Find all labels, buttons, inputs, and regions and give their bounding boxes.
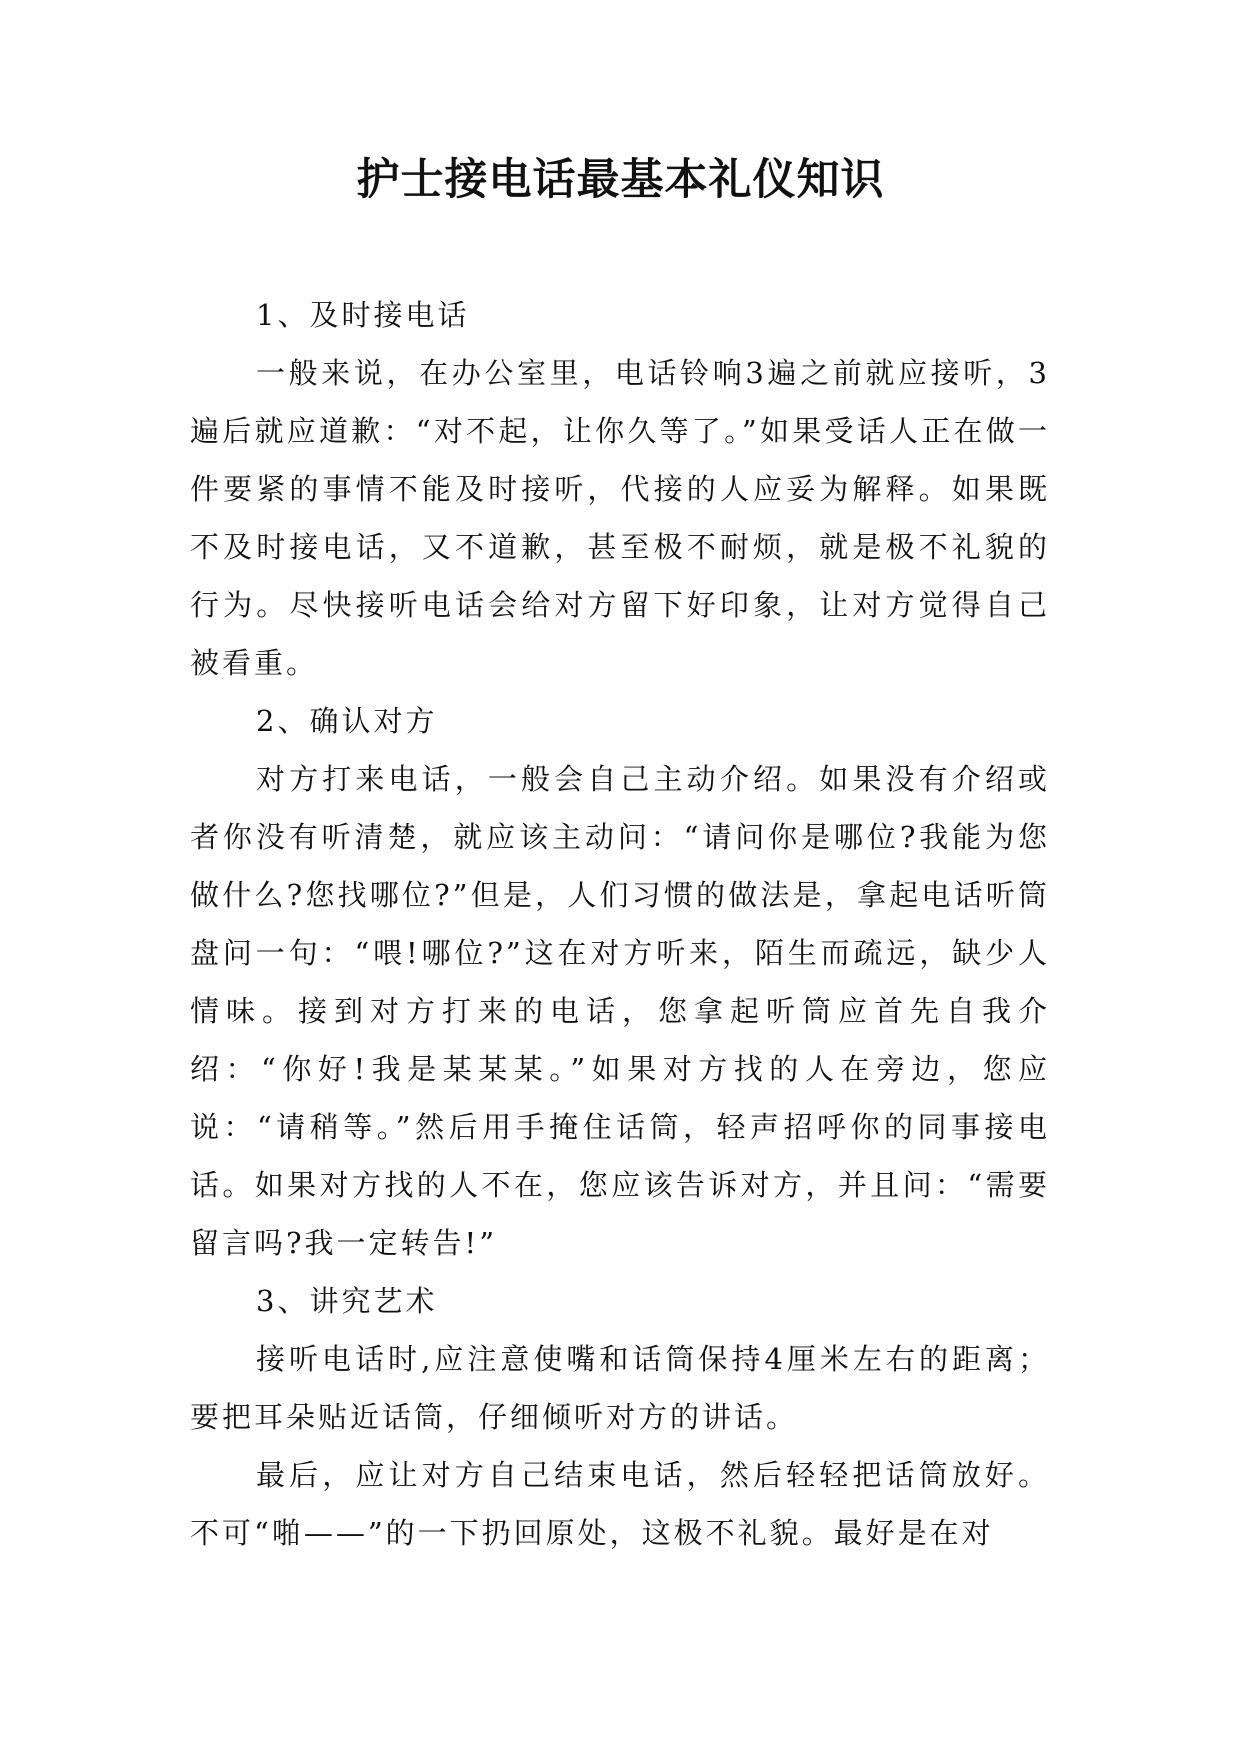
paragraph-receiver-distance: 接听电话时,应注意使嘴和话筒保持4厘米左右的距离；要把耳朵贴近话筒，仔细倾听对方的讲话。 <box>190 1342 1050 1434</box>
paragraph-answer-promptly: 一般来说，在办公室里，电话铃响3遍之前就应接听，3遍后就应道歉：“对不起，让你久等了。”如果受话人正在做一件要紧的事情不能及时接听，代接的人应妥为解释。如果既不及时接电话，又不道歉，甚至极不耐烦，就是极不礼貌的行为。尽快接听电话会给对方留下好印象，让对方觉得自己被看重。 <box>190 356 1050 680</box>
section-heading-1: 1、及时接电话 <box>256 298 470 332</box>
paragraph-ending-call: 最后，应让对方自己结束电话，然后轻轻把话筒放好。不可“啪——”的一下扔回原处，这极不礼貌。最好是在对 <box>190 1458 1050 1550</box>
section-heading-3: 3、讲究艺术 <box>256 1284 438 1318</box>
document-title: 护士接电话最基本礼仪知识 <box>356 155 885 205</box>
paragraph-confirm-caller: 对方打来电话，一般会自己主动介绍。如果没有介绍或者你没有听清楚，就应该主动问：“请问你是哪位?我能为您做什么?您找哪位?”但是，人们习惯的做法是，拿起电话听筒盘问一句：“喂!哪位?”这在对方听来，陌生而疏远，缺少人情味。接到对方打来的电话，您拿起听筒应首先自我介绍：“你好!我是某某某。”如果对方找的人在旁边，您应说：“请稍等。”然后用手掩住话筒，轻声招呼你的同事接电话。如果对方找的人不在，您应该告诉对方，并且问：“需要留言吗?我一定转告!” <box>190 762 1050 1260</box>
section-heading-2: 2、确认对方 <box>256 704 438 738</box>
document-body <box>190 286 1050 1562</box>
